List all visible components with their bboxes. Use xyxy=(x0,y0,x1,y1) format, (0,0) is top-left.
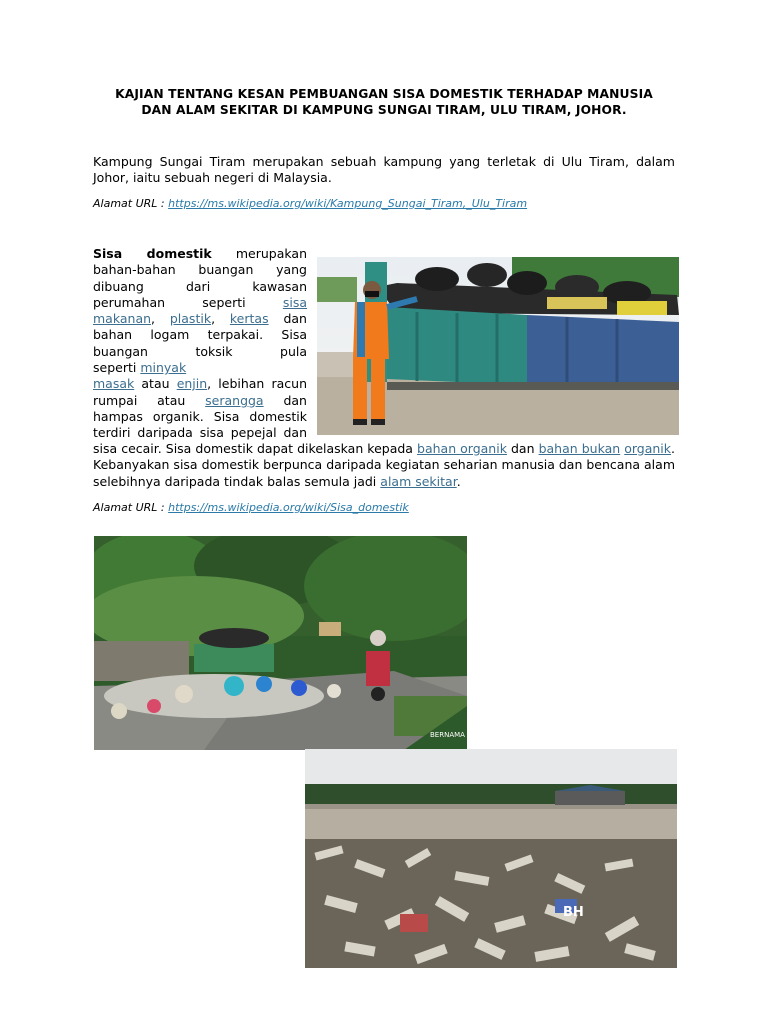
domestic-url-link[interactable]: https://ms.wikipedia.org/wiki/Sisa_domestik xyxy=(168,501,409,514)
intro-paragraph: Kampung Sungai Tiram merupakan sebuah kampung yang terletak di Ulu Tiram, dalam Johor, iaitu sebuah negeri di Malaysia. xyxy=(93,154,675,185)
photo-worker-dumpster xyxy=(317,257,679,435)
title-line-1: KAJIAN TENTANG KESAN PEMBUANGAN SISA DOMESTIK TERHADAP MANUSIA xyxy=(115,87,653,101)
term-sisa-domestik: Sisa domestik xyxy=(93,246,212,261)
domestic-waste-paragraph: Sisa domestik merupakan bahan-bahan buangan yang dibuang dari kawasan perumahan seperti sisa makanan, plastik, kertas dan bahan logam terpakai. Sisa buangan toksik pula seperti minyak masak atau enjin, lebihan racun rumpai atau serangga dan hampas organik. Sisa domestik terdiri daripada sisa pepejal dan xyxy=(93,246,307,441)
link-makanan[interactable]: makanan xyxy=(93,311,152,327)
title-line-2: DAN ALAM SEKITAR DI KAMPUNG SUNGAI TIRAM, ULU TIRAM, JOHOR. xyxy=(141,103,627,117)
domestic-url-line xyxy=(93,500,409,516)
link-plastik[interactable]: plastik xyxy=(169,311,212,327)
link-bahan-bukan[interactable]: bahan bukan xyxy=(538,441,621,456)
link-kertas[interactable]: kertas xyxy=(229,311,269,327)
url-label: Alamat URL : xyxy=(93,197,169,210)
link-organik[interactable]: organik xyxy=(624,441,672,456)
intro-url-line xyxy=(93,196,527,212)
photo-roadside-garbage xyxy=(94,536,467,750)
domestic-waste-paragraph-continued: sisa cecair. Sisa domestik dapat dikelaskan kepada bahan organik dan bahan bukan organik. Kebanyakan sisa domestik berpunca daripada kegiatan seharian manusia dan bencana alam selebihnya daripada tindak balas semula jadi alam sekitar. xyxy=(93,441,675,489)
link-sisa[interactable]: sisa xyxy=(282,294,307,310)
intro-url-link[interactable]: https://ms.wikipedia.org/wiki/Kampung_Sungai_Tiram,_Ulu_Tiram xyxy=(168,197,528,210)
link-minyak[interactable]: minyak xyxy=(140,360,187,376)
document-title xyxy=(93,86,675,118)
link-masak[interactable]: masak xyxy=(93,376,135,392)
link-enjin[interactable]: enjin xyxy=(176,376,208,392)
photo-polluted-riverbank xyxy=(305,749,677,968)
bernama-watermark: BERNAMA xyxy=(430,731,465,739)
link-alam-sekitar[interactable]: alam sekitar xyxy=(380,473,457,489)
link-serangga[interactable]: serangga xyxy=(205,392,264,408)
bh-watermark: BH xyxy=(563,905,584,920)
url-label: Alamat URL : xyxy=(93,501,169,514)
link-bahan-organik[interactable]: bahan organik xyxy=(417,441,507,456)
